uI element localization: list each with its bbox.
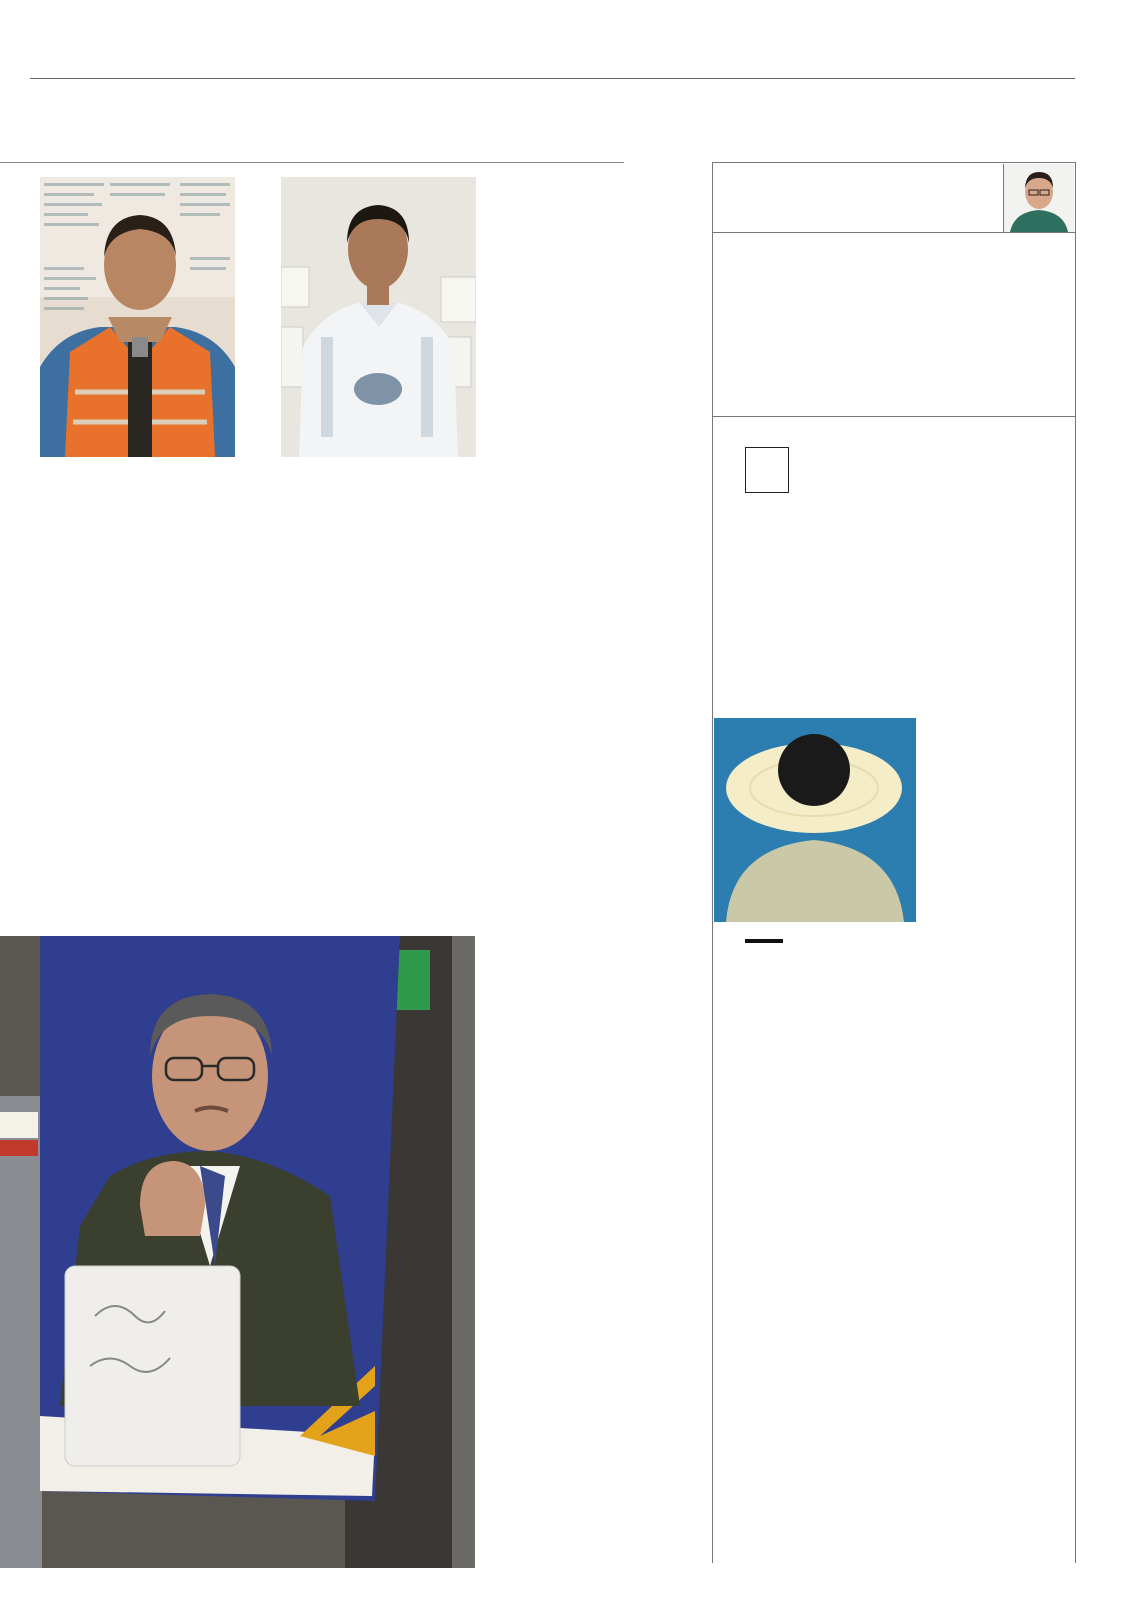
section-divider bbox=[0, 162, 624, 163]
author-avatar bbox=[1003, 164, 1074, 232]
column-header-divider bbox=[712, 232, 1075, 233]
dropcap bbox=[745, 447, 789, 493]
masthead-left bbox=[40, 54, 48, 66]
masthead-divider bbox=[30, 78, 1075, 79]
photo-wanchana-chaisuwan bbox=[281, 177, 476, 457]
poster-photo bbox=[0, 936, 475, 1568]
column-illustration bbox=[714, 718, 916, 922]
headline-divider bbox=[712, 416, 1075, 417]
quote-marker bbox=[745, 939, 783, 943]
photo-spirai-kahkom bbox=[40, 177, 235, 457]
